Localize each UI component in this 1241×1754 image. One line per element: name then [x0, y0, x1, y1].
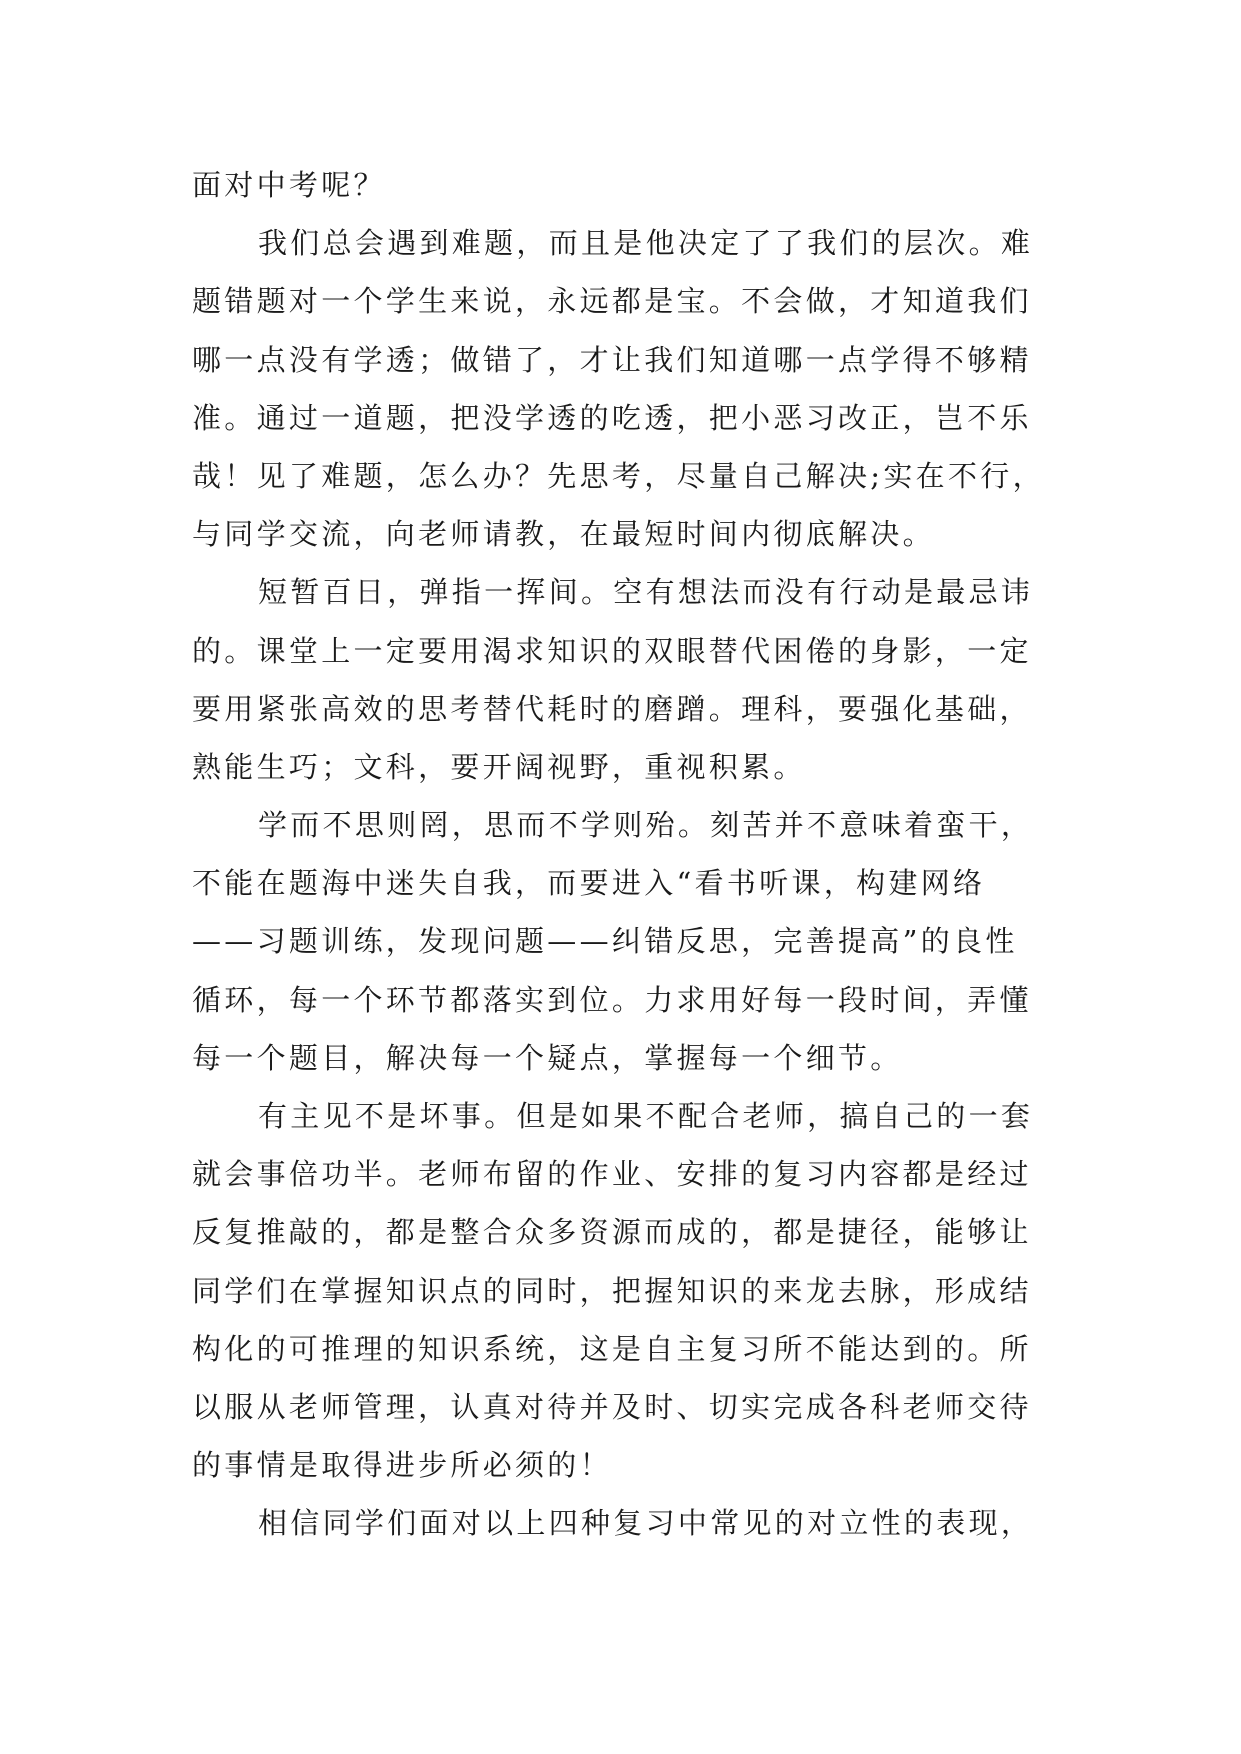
text-line: 与同学交流，向老师请教，在最短时间内彻底解决。: [192, 517, 935, 552]
text-line: 准。通过一道题，把没学透的吃透，把小恶习改正，岂不乐: [192, 400, 1032, 435]
text-line: 熟能生巧；文科，要开阔视野，重视积累。: [192, 749, 806, 784]
paragraph-first-line: 短暂百日，弹指一挥间。空有想法而没有行动是最忌讳: [258, 575, 1034, 610]
text-line: 题错题对一个学生来说，永远都是宝。不会做，才知道我们: [192, 284, 1032, 319]
body-text: [192, 156, 1060, 1553]
text-line: 循环，每一个环节都落实到位。力求用好每一段时间，弄懂: [192, 982, 1032, 1017]
text-line: 以服从老师管理，认真对待并及时、切实完成各科老师交待: [192, 1389, 1032, 1424]
text-line: 每一个题目，解决每一个疑点，掌握每一个细节。: [192, 1040, 903, 1075]
text-line: 要用紧张高效的思考替代耗时的磨蹭。理科，要强化基础，: [192, 691, 1032, 726]
text-line: 就会事倍功半。老师布留的作业、安排的复习内容都是经过: [192, 1157, 1032, 1192]
text-line: 的。课堂上一定要用渴求知识的双眼替代困倦的身影，一定: [192, 633, 1032, 668]
text-line: 反复推敲的，都是整合众多资源而成的，都是捷径，能够让: [192, 1215, 1032, 1250]
text-line: 不能在题海中迷失自我，而要进入“看书听课，构建网络: [192, 866, 986, 901]
text-line: 面对中考呢？: [192, 168, 386, 202]
text-line: 同学们在掌握知识点的同时，把握知识的来龙去脉，形成结: [192, 1273, 1032, 1308]
paragraph-first-line: 有主见不是坏事。但是如果不配合老师，搞自己的一套: [258, 1099, 1034, 1133]
paragraph-first-line: 学而不思则罔，思而不学则殆。刻苦并不意味着蛮干，: [258, 808, 1034, 843]
text-line: 构化的可推理的知识系统，这是自主复习所不能达到的。所: [192, 1331, 1032, 1366]
paragraph-first-line: 我们总会遇到难题，而且是他决定了了我们的层次。难: [258, 226, 1034, 261]
text-line: 哪一点没有学透；做错了，才让我们知道哪一点学得不够精: [192, 342, 1032, 377]
text-line: ——习题训练，发现问题——纠错反思，完善提高”的良性: [192, 924, 1018, 959]
paragraph-first-line: 相信同学们面对以上四种复习中常见的对立性的表现，: [258, 1506, 1034, 1541]
text-line: 的事情是取得进步所必须的！: [192, 1448, 612, 1483]
text-line: 哉！见了难题，怎么办？先思考，尽量自己解决;实在不行，: [192, 458, 1045, 493]
